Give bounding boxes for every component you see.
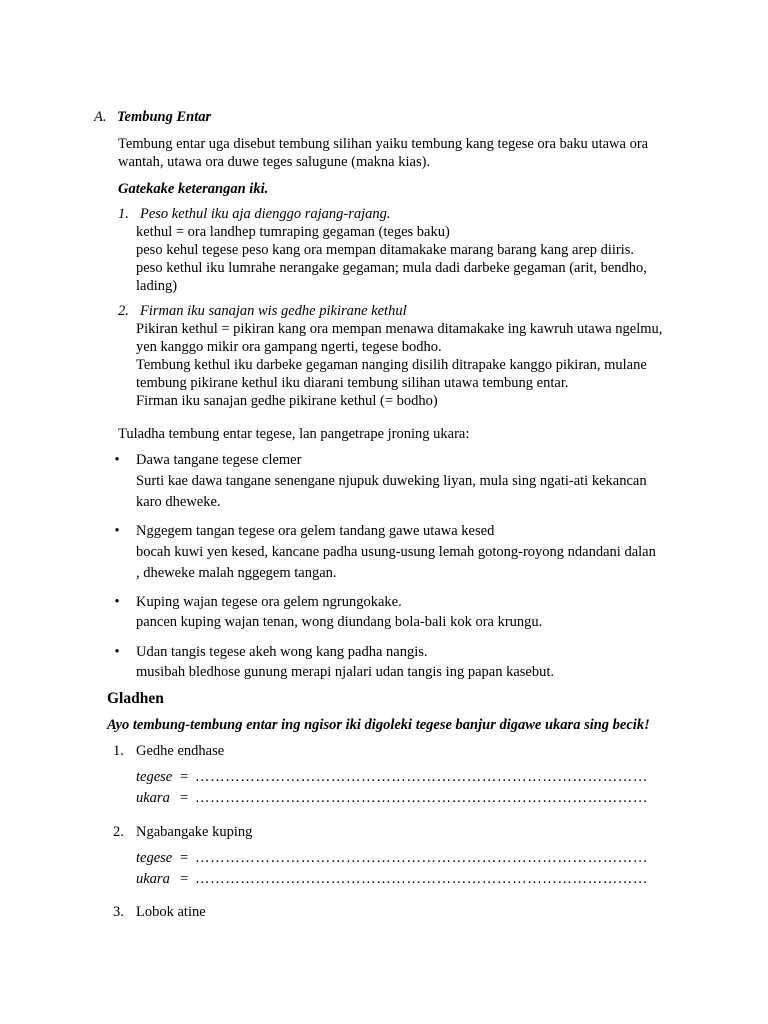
tegese-answer-line[interactable]: ……………………………………………………………………………… (195, 769, 648, 785)
section-title: Tembung Entar (117, 109, 212, 125)
example-1-line: lading) (136, 278, 178, 294)
example-1-line: kethul = ora landhep tumraping gegaman (teges baku) (136, 224, 450, 240)
equals-sign: = (180, 790, 189, 806)
tuladha-intro: Tuladha tembung entar tegese, lan pangetrape jroning ukara: (118, 426, 470, 442)
example-1-number: 1. (118, 206, 129, 222)
equals-sign: = (180, 769, 189, 785)
bullet-1-example: Surti kae dawa tangane senengane njupuk duweking liyan, mula sing ngati-ati kekancan (136, 473, 647, 489)
gladhen-heading: Gladhen (107, 690, 164, 707)
note-heading: Gatekake keterangan iki. (118, 181, 269, 197)
example-2-line: yen kanggo mikir ora gampang ngerti, tegese bodho. (136, 339, 442, 355)
intro-line-2: wantah, utawa ora duwe teges salugune (makna kias). (118, 154, 431, 170)
gladhen-item-word: Ngabangake kuping (136, 824, 253, 840)
tegese-answer-line[interactable]: ……………………………………………………………………………… (195, 850, 648, 866)
example-2-line: tembung pikirane kethul iku diarani tembung silihan utawa tembung entar. (136, 375, 569, 391)
ukara-label: ukara (136, 871, 170, 887)
equals-sign: = (180, 850, 189, 866)
example-1-line: peso kethul iku lumrahe nerangake gegaman; mula dadi darbeke gegaman (arit, bendho, (136, 260, 647, 276)
gladhen-item-number: 3. (113, 904, 124, 920)
bullet-dot: • (114, 523, 120, 539)
tegese-label: tegese (136, 769, 173, 785)
bullet-2-example: , dheweke malah nggegem tangan. (136, 565, 337, 581)
bullet-4-example: musibah bledhose gunung merapi njalari udan tangis ing papan kasebut. (136, 664, 554, 680)
example-1-sentence: Peso kethul iku aja dienggo rajang-rajang. (140, 206, 391, 222)
bullet-3-term: Kuping wajan tegese ora gelem ngrungokake. (136, 594, 402, 610)
gladhen-item-word: Lobok atine (136, 904, 206, 920)
ukara-answer-line[interactable]: ……………………………………………………………………………… (195, 871, 648, 887)
example-2-sentence: Firman iku sanajan wis gedhe pikirane kethul (140, 303, 407, 319)
example-2-line: Tembung kethul iku darbeke gegaman nanging disilih ditrapake kanggo pikiran, mulane (136, 357, 647, 373)
bullet-3-example: pancen kuping wajan tenan, wong diundang bola-bali kok ora krungu. (136, 614, 543, 630)
gladhen-item-word: Gedhe endhase (136, 743, 225, 759)
bullet-dot: • (114, 452, 120, 468)
gladhen-instruction: Ayo tembung-tembung entar ing ngisor iki digoleki tegese banjur digawe ukara sing becik! (107, 717, 650, 733)
ukara-answer-line[interactable]: ……………………………………………………………………………… (195, 790, 648, 806)
gladhen-item-number: 2. (113, 824, 124, 840)
bullet-4-term: Udan tangis tegese akeh wong kang padha nangis. (136, 644, 428, 660)
example-1-line: peso kehul tegese peso kang ora mempan ditamakake marang barang kang arep diiris. (136, 242, 635, 258)
bullet-2-example: bocah kuwi yen kesed, kancane padha usung-usung lemah gotong-royong ndandani dalan (136, 544, 656, 560)
bullet-2-term: Nggegem tangan tegese ora gelem tandang gawe utawa kesed (136, 523, 495, 539)
bullet-dot: • (114, 644, 120, 660)
example-2-line: Pikiran kethul = pikiran kang ora mempan menawa ditamakake ing kawruh utawa ngelmu, (136, 321, 663, 337)
example-2-number: 2. (118, 303, 129, 319)
intro-line-1: Tembung entar uga disebut tembung silihan yaiku tembung kang tegese ora baku utawa ora (118, 136, 649, 152)
section-letter: A. (94, 109, 107, 125)
tegese-label: tegese (136, 850, 173, 866)
bullet-1-example: karo dheweke. (136, 494, 221, 510)
ukara-label: ukara (136, 790, 170, 806)
bullet-1-term: Dawa tangane tegese clemer (136, 452, 302, 468)
gladhen-item-number: 1. (113, 743, 124, 759)
example-2-line: Firman iku sanajan gedhe pikirane kethul (= bodho) (136, 393, 438, 409)
equals-sign: = (180, 871, 189, 887)
bullet-dot: • (114, 594, 120, 610)
